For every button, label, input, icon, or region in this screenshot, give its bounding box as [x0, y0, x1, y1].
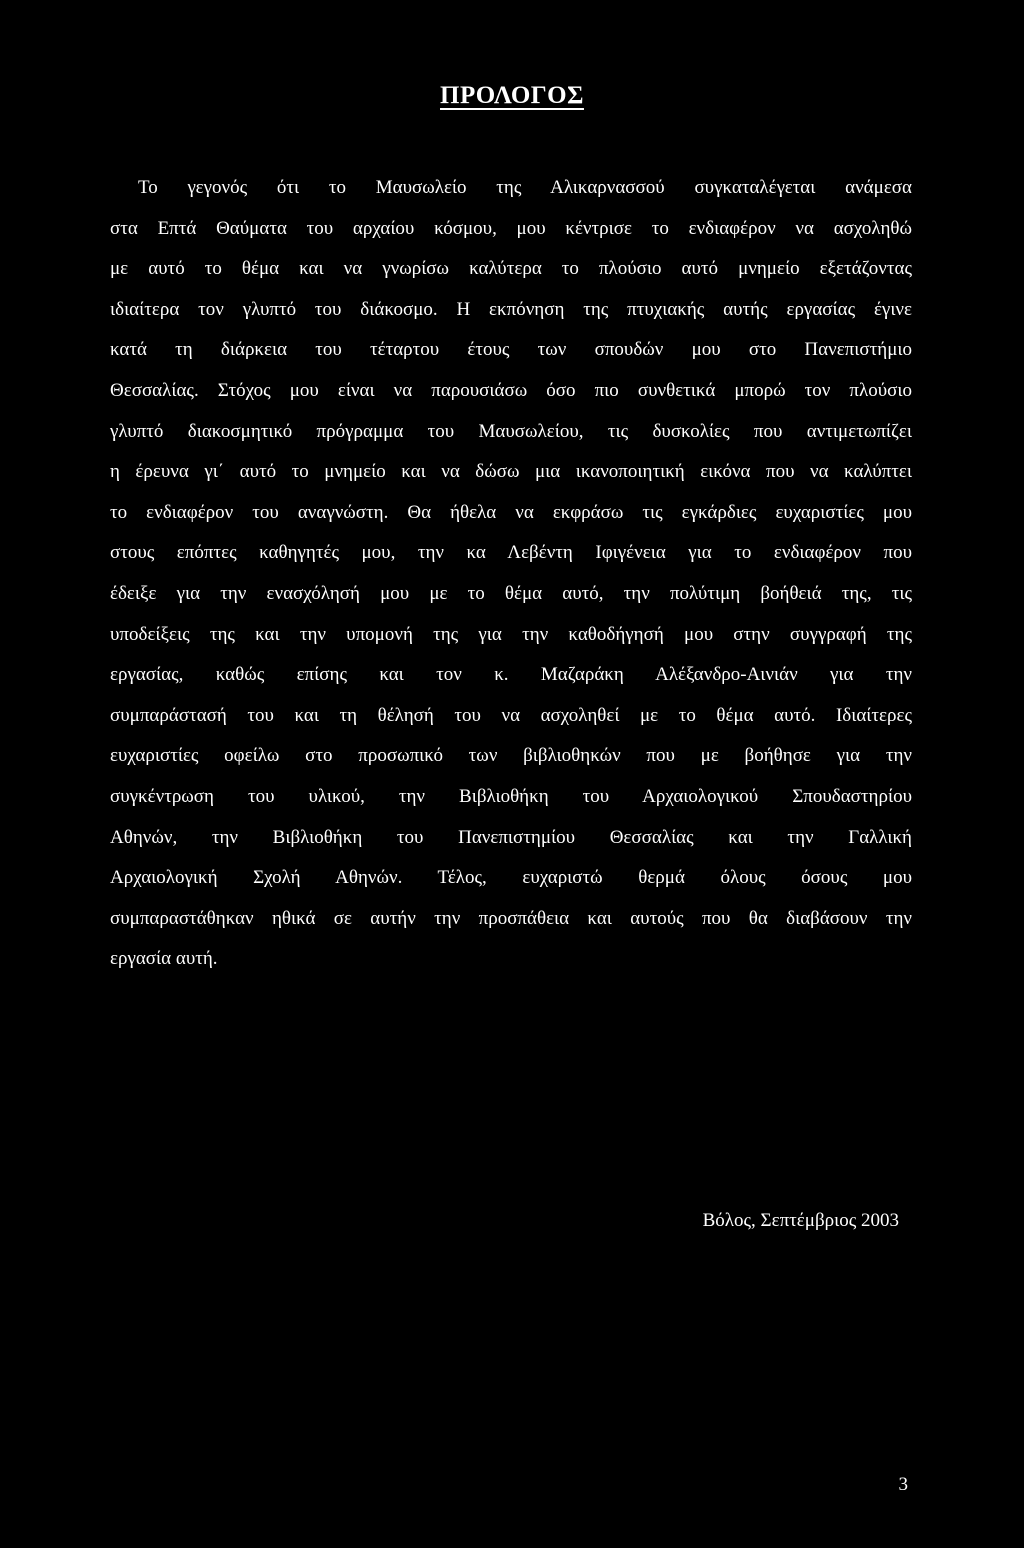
- text-line-last: εργασία αυτή.: [110, 948, 218, 970]
- text-line: ευχαριστίες οφείλω στο προσωπικό των βιβλιοθηκών που με βοήθησε για την: [110, 745, 912, 767]
- text-line: εργασίας, καθώς επίσης και τον κ. Μαζαράκη Αλέξανδρο-Αινιάν για την: [110, 664, 912, 686]
- text-line: Αθηνών, την Βιβλιοθήκη του Πανεπιστημίου Θεσσαλίας και την Γαλλική: [110, 826, 912, 848]
- text-line: στους επόπτες καθηγητές μου, την κα Λεβέντη Ιφιγένεια για το ενδιαφέρον που: [110, 542, 912, 564]
- text-line: κατά τη διάρκεια του τέταρτου έτους των σπουδών μου στο Πανεπιστήμιο: [110, 339, 912, 361]
- text-line: έδειξε για την ενασχόλησή μου με το θέμα αυτό, την πολύτιμη βοήθειά της, τις: [110, 582, 912, 604]
- text-line: Θεσσαλίας. Στόχος μου είναι να παρουσιάσω όσο πιο συνθετικά μπορώ τον πλούσιο: [110, 379, 912, 401]
- text-line: με αυτό το θέμα και να γνωρίσω καλύτερα το πλούσιο αυτό μνημείο εξετάζοντας: [110, 258, 912, 280]
- text-line: συμπαράστασή του και τη θέλησή του να ασχοληθεί με το θέμα αυτό. Ιδιαίτερες: [110, 704, 912, 726]
- text-line: συμπαραστάθηκαν ηθικά σε αυτήν την προσπάθεια και αυτούς που θα διαβάσουν την: [110, 907, 912, 929]
- text-line: η έρευνα γι΄ αυτό το μνημείο και να δώσω μια ικανοποιητική εικόνα που να καλύπτει: [110, 461, 912, 483]
- text-line: ιδιαίτερα τον γλυπτό του διάκοσμο. Η εκπόνηση της πτυχιακής αυτής εργασίας έγινε: [110, 298, 912, 320]
- text-line: γλυπτό διακοσμητικό πρόγραμμα του Μαυσωλείου, τις δυσκολίες που αντιμετωπίζει: [110, 420, 912, 442]
- text-line: συγκέντρωση του υλικού, την Βιβλιοθήκη του Αρχαιολογικού Σπουδαστηρίου: [110, 785, 912, 807]
- page-number: 3: [898, 1474, 908, 1495]
- text-line: στα Επτά Θαύματα του αρχαίου κόσμου, μου κέντρισε το ενδιαφέρον να ασχοληθώ: [110, 217, 912, 239]
- text-line: υποδείξεις της και την υπομονή της για την καθοδήγησή μου στην συγγραφή της: [110, 623, 912, 645]
- page-title: ΠΡΟΛΟΓΟΣ: [440, 82, 584, 109]
- preface-body: [110, 168, 912, 980]
- signature-place-date: Βόλος, Σεπτέμβριος 2003: [702, 1210, 899, 1231]
- text-line: το ενδιαφέρον του αναγνώστη. Θα ήθελα να εκφράσω τις εγκάρδιες ευχαριστίες μου: [110, 501, 912, 523]
- text-line: Το γεγονός ότι το Μαυσωλείο της Αλικαρνασσού συγκαταλέγεται ανάμεσα: [138, 177, 912, 198]
- text-line: Αρχαιολογική Σχολή Αθηνών. Τέλος, ευχαριστώ θερμά όλους όσους μου: [110, 867, 912, 889]
